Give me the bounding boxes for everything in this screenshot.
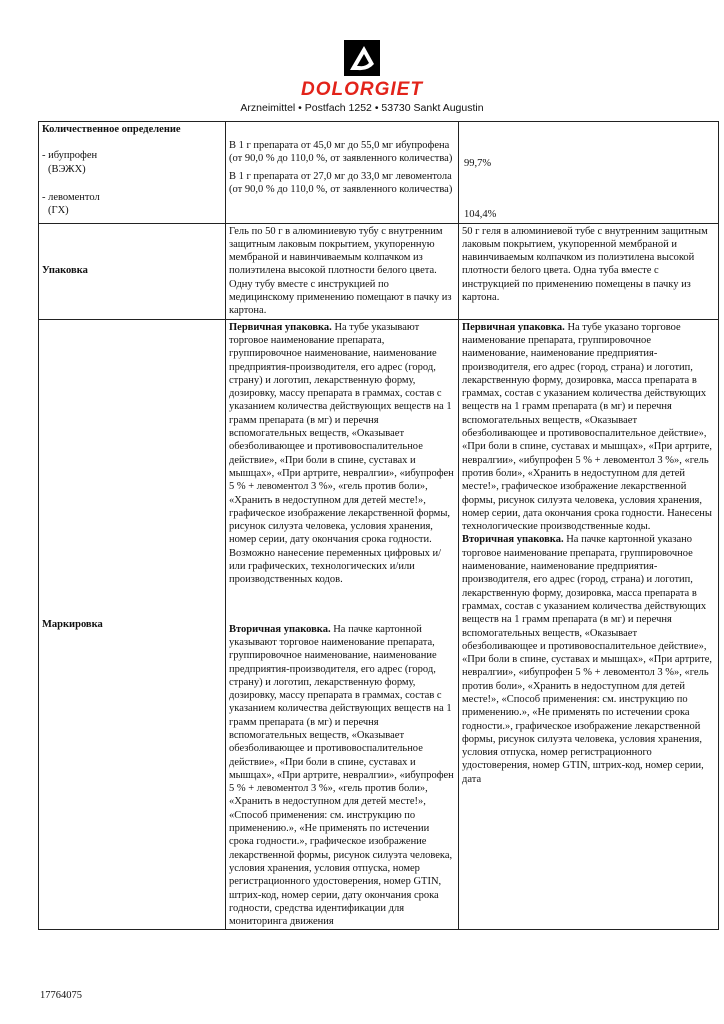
secondary-packaging-spec (229, 623, 455, 929)
table-cell (226, 122, 459, 224)
ibuprofen-spec: В 1 г препарата от 45,0 мг до 55,0 мг ибупрофена (от 90,0 % до 110,0 %, от заявленного количества) (229, 140, 453, 165)
primary-spec-title: Первичная упаковка. (229, 321, 332, 333)
company-address: Arzneimittel • Postfach 1252 • 53730 Sankt Augustin (240, 102, 484, 114)
dolorgiet-logo-icon (344, 40, 380, 76)
secondary-spec-title: Вторичная упаковка. (229, 623, 331, 635)
secondary-packaging-result (462, 533, 715, 786)
table-cell (459, 122, 719, 224)
primary-packaging-result (462, 321, 715, 534)
document-code: 17764075 (40, 990, 82, 1001)
levomenthol-method: (ГХ) (48, 205, 69, 217)
table-cell (39, 319, 226, 930)
packaging-result: 50 г геля в алюминиевой тубе с внутренним защитным лаковым покрытием, укупоренной мембраной и навинчиваемым колпачком из полиэтилена высокой плотности белого цвета. Одна туба вместе с инструкцией по применению помещены в пачку из картона. (462, 225, 708, 304)
company-header (0, 40, 724, 114)
quant-header: Количественное определение (42, 124, 181, 135)
marking-label: Маркировка (42, 618, 103, 630)
table-cell (226, 319, 459, 930)
table-cell (226, 223, 459, 319)
packaging-spec: Гель по 50 г в алюминиевую тубу с внутренним защитным лаковым покрытием, укупоренную мембраной и навинчиваемым колпачком из полиэтилена высокой плотности белого цвета. Одну тубу вместе с инструкцией по медицинскому применению помещают в пачку из картона. (229, 225, 452, 317)
ibuprofen-label: - ибупрофен (42, 150, 98, 162)
ibuprofen-value: 99,7% (464, 158, 492, 169)
secondary-result-body: На пачке картонной указано торговое наименование препарата, группировочное наименование, наименование предприятия-производителя, его адрес (город, страна) и логотип, лекарственную форму, дозировка, масса препарата в граммах, состав с указанием количества действующих веществ на 1 грамм препарата (в мг) и перечня вспомогательных веществ, «Оказывает обезболивающее и противовоспалительное действие», «При боли в спине, суставах и мышцах», «При артрите, невралгии», «ибупрофен 5 % + левоментол 3 %», «гель против боли», «Хранить в недоступном для детей месте!», «Способ применения: см. инструкцию по применению.», «Не применять по истечении срока годности.», графическое изображение лекарственной формы, рисунок силуэта человека, условия хранения, условия отпуска, номер регистрационного удостоверения, номер GTIN, штрих-код, номер серии, дата (462, 534, 713, 785)
specification-table (38, 121, 719, 930)
ibuprofen-method: (ВЭЖХ) (48, 163, 86, 175)
primary-result-body: На тубе указано торговое наименование препарата, группировочное наименование, наименование предприятия-производителя, его адрес (город, страна) и логотип, лекарственную форму, дозировка, масса препарата в граммах, состав с указанием количества действующих веществ на 1 грамм препарата (в мг) и перечня вспомогательных веществ, «Оказывает обезболивающее и противовоспалительное действие», «При боли в спине, суставах и мышцах», «При артрите, невралгии», «ибупрофен 5 % + левоментол 3 %», «гель против боли», «Хранить в недоступном для детей месте!», графическое изображение лекарственной формы, рисунок силуэта человека, условия хранения, номер серии, дата окончания срока годности. Нанесены технологические производственные коды. (462, 321, 713, 533)
levomenthol-label: - левоментол (42, 191, 100, 203)
secondary-result-title: Вторичная упаковка. (462, 534, 564, 546)
table-cell (459, 223, 719, 319)
table-cell (39, 122, 226, 224)
table-row (39, 223, 719, 319)
brand-name: DOLORGIET (301, 79, 423, 100)
primary-spec-body: На тубе указывают торговое наименование препарата, группировочное наименование, наименование предприятия-производителя, его адрес (город, страну) и логотип, лекарственную форму, дозировку, массу препарата в граммах, состав с указанием количества действующих веществ на 1 грамм препарата (в мг) и перечня вспомогательных веществ, «Оказывает обезболивающее и противовоспалительное действие», «При боли в спине, суставах и мышцах», «При артрите, невралгии», «ибупрофен 5 % + левоментол 3 %», «гель против боли», «Хранить в недоступном для детей месте!», графическое изображение лекарственной формы, рисунок силуэта человека, условия хранения, номер серии, дату окончания срока годности. Возможно нанесение переменных цифровых и/или графических, технологических и/или производственных кодов. (229, 321, 454, 586)
table-row (39, 319, 719, 930)
packaging-label: Упаковка (42, 265, 88, 277)
table-row (39, 122, 719, 224)
table-cell (459, 319, 719, 930)
primary-packaging-spec (229, 321, 455, 587)
levomenthol-spec: В 1 г препарата от 27,0 мг до 33,0 мг левоментола (от 90,0 % до 110,0 %, от заявленного количества) (229, 170, 453, 195)
table-cell (39, 223, 226, 319)
levomenthol-value: 104,4% (464, 209, 497, 221)
primary-result-title: Первичная упаковка. (462, 321, 565, 333)
secondary-spec-body: На пачке картонной указывают торговое наименование препарата, группировочное наименование, наименование предприятия-производителя, его адрес (город, страну) и логотип, лекарственную форму, дозировку, массу препарата в граммах, состав с указанием количества действующих веществ на 1 грамм препарата (в мг) и перечня вспомогательных веществ, «Оказывает обезболивающее и противовоспалительное действие», «При боли в спине, суставах и мышцах», «При артрите, невралгии», «ибупрофен 5 % + левоментол 3 %», «гель против боли», «Хранить в недоступном для детей месте!», «Способ применения: см. инструкцию по применению.», «Не применять по истечении срока годности.», графическое изображение лекарственной формы, рисунок силуэта человека, условия хранения, условия отпуска, номер регистрационного удостоверения, номер GTIN, штрих-код, номер серии, дату окончания срока годности, средства идентификации для мониторинга движения (229, 623, 454, 928)
